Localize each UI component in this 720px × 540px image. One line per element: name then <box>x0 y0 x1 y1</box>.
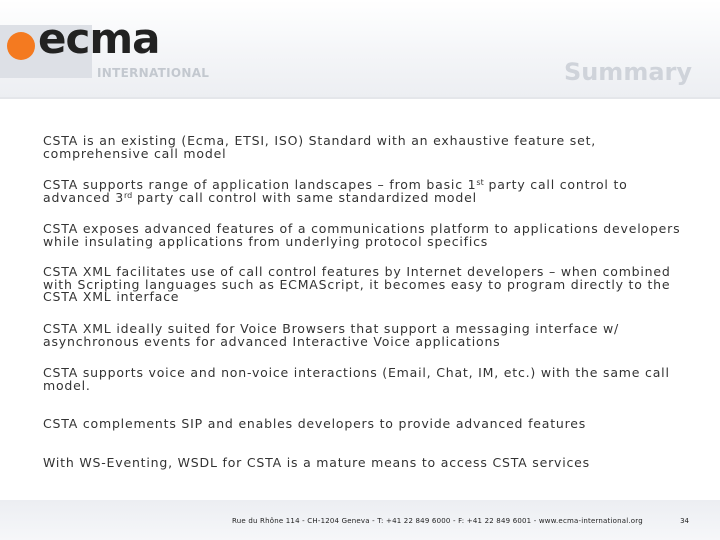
header-divider <box>0 97 720 99</box>
bullet-item: CSTA XML ideally suited for Voice Browsers that support a messaging interface w/ asynchronous events for advanced Interactive Voice applications <box>43 321 620 349</box>
bullet-item: CSTA supports voice and non-voice interactions (Email, Chat, IM, etc.) with the same call model. <box>43 365 670 393</box>
bullet-item: With WS-Eventing, WSDL for CSTA is a mature means to access CSTA services <box>43 455 590 470</box>
superscript: st <box>476 178 484 187</box>
superscript: rd <box>124 190 133 200</box>
bullet-item: CSTA XML facilitates use of call control features by Internet developers – when combined with Scripting languages such as ECMAScript, it becomes easy to program directly to the CSTA XML interface <box>43 264 671 304</box>
bullet-item: CSTA exposes advanced features of a communications platform to applications developers while insulating applications from underlying protocol specifics <box>43 221 681 249</box>
bullet-item: CSTA is an existing (Ecma, ETSI, ISO) Standard with an exhaustive feature set, comprehensive call model <box>43 133 597 161</box>
footer-address: Rue du Rhône 114 - CH-1204 Geneva - T: +41 22 849 6000 - F: +41 22 849 6001 - www.ecma-international.org <box>232 517 643 525</box>
slide-title: Summary <box>563 58 692 86</box>
bullet-item: CSTA complements SIP and enables developers to provide advanced features <box>43 416 587 431</box>
ecma-logo-text: ecma <box>38 14 160 63</box>
bullet-text: CSTA supports range of application landscapes – from basic 1 <box>43 177 477 192</box>
bullet-text: party call control with same standardized model <box>132 189 477 205</box>
bullet-text: party call control to advanced 3 <box>43 177 628 205</box>
bullet-item <box>43 179 693 204</box>
ecma-logo-subtitle: INTERNATIONAL <box>97 66 210 80</box>
ecma-logo-dot-icon <box>7 32 35 60</box>
page-number: 34 <box>680 517 689 525</box>
